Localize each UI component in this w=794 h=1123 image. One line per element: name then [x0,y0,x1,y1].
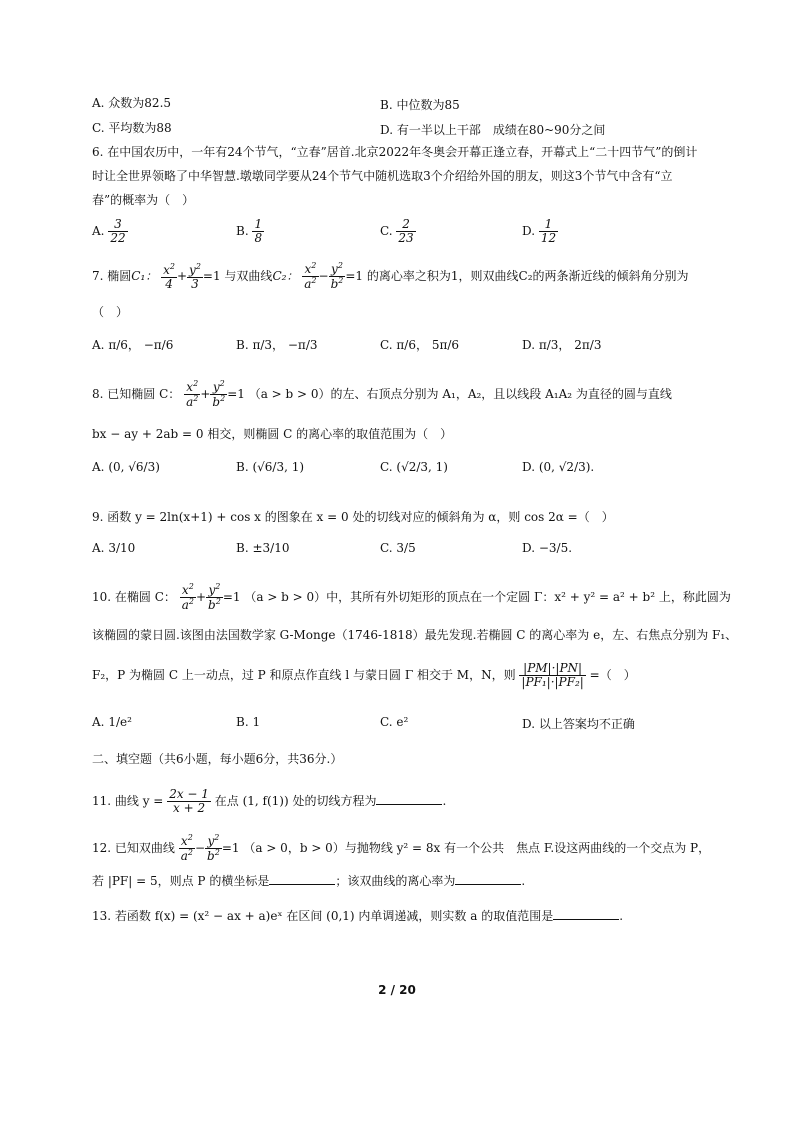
q7-option-d: D. π/3， 2π/3 [522,338,602,352]
q10-line3: F₂，P 为椭圆 C 上一动点，过 P 和原点作直线 l 与蒙日圆 Γ 相交于 M，N，则 $\frac{|PM|\cdot|PN|}{\text{|PF₁|·|PF₂|}}$ =（ ） [92,661,636,690]
q6-line3: 春”的概率为（ ） [92,193,195,207]
q7-paren: （ ） [92,305,129,319]
q7-option-b: B. π/3， −π/3 [236,338,318,352]
q7-option-a: A. π/6， −π/6 [92,338,174,352]
q8-line1: 8. 已知椭圆 C： $\frac{x^2}{a^2}$ + $\frac{y^2}{b^2}$ =1 （a > b > 0）的左、右顶点分别为 A₁，A₂，且以线段 A₁A₂ 为直径的圆与直线 [92,379,672,410]
q13-line: 13. 若函数 f(x) = (x² − ax + a)eˣ 在区间 (0,1) 内单调递减，则实数 a 的取值范围是 . [92,909,624,923]
q8-line2: bx − ay + 2ab = 0 相交，则椭圆 C 的离心率的取值范围为（ ） [92,427,453,441]
q6-option-b: B. $\frac{1}{8}$ [236,217,263,246]
q9-option-d: D. −3/5. [522,541,573,555]
q9-option-c: C. 3/5 [380,541,416,555]
q6-option-c: C. $\frac{2}{23}$ [380,217,414,246]
answer-blank[interactable] [455,874,521,885]
answer-blank[interactable] [553,909,619,920]
q5-option-b: B. 中位数为85 [380,98,460,112]
q12-line1: 12. 已知双曲线 $\frac{x^2}{a^2}$ − $\frac{y^2}{b^2}$ =1 （a > 0，b > 0）与抛物线 y² = 8x 有一个公共 焦点 F.设这两曲线的一个交点为 P， [92,833,711,864]
q6-option-d: D. $\frac{1}{12}$ [522,217,557,246]
answer-blank[interactable] [269,874,335,885]
q9-option-b: B. ±3/10 [236,541,290,555]
q10-option-c: C. e² [380,715,409,729]
q11-line: 11. 曲线 y = $\frac{2x - 1}{x + 2}$ 在点 (1, f(1)) 处的切线方程为 . [92,787,447,816]
q5-option-d: D. 有一半以上干部 成绩在80~90分之间 [380,123,606,137]
q10-option-b: B. 1 [236,715,261,729]
q10-option-a: A. 1/e² [92,715,132,729]
q6-line1: 6. 在中国农历中，一年有24个节气，“立春”居首.北京2022年冬奥会开幕正逢立春，开幕式上“二十四节气”的倒计 [92,145,698,159]
q9-option-a: A. 3/10 [92,541,136,555]
q6-option-a: A. $\frac{3}{22}$ [92,217,126,246]
q5-option-c: C. 平均数为88 [92,121,172,135]
q10-line1: 10. 在椭圆 C： $\frac{x^2}{a^2}$ + $\frac{y^2}{b^2}$ =1 （a > b > 0）中，其所有外切矩形的顶点在一个定圆 Γ：x² + y² = a² + b² 上，称此圆为 [92,582,731,613]
q10-option-d: D. 以上答案均不正确 [522,717,635,731]
q5-option-a: A. 众数为82.5 [92,96,172,110]
q7-option-c: C. π/6， 5π/6 [380,338,460,352]
q8-option-a: A. (0, √6/3) [92,460,160,474]
q9-line: 9. 函数 y = 2ln(x+1) + cos x 的图象在 x = 0 处的切线对应的倾斜角为 α，则 cos 2α =（ ） [92,510,614,524]
q6-line2: 时让全世界领略了中华智慧.墩墩同学要从24个节气中随机选取3个介绍给外国的朋友，则这3个节气中含有“立 [92,169,673,183]
q7-line1: 7. 椭圆C₁： $\frac{x^2}{4}$ + $\frac{y^2}{3}$ =1 与双曲线C₂： $\frac{x^2}{a^2}$ − $\frac{y^2}{b^2}$ =1 的离心率之积为1，则双曲线C₂的两条渐近线的倾斜角分别为 [92,261,689,292]
page-number: 2 / 20 [378,983,416,997]
q10-line2: 该椭圆的蒙日圆.该图由法国数学家 G-Monge（1746-1818）最先发现.若椭圆 C 的离心率为 e，左、右焦点分别为 F₁、 [92,628,738,642]
section-heading-fill-in: 二、填空题（共6小题，每小题6分，共36分.） [92,752,343,766]
answer-blank[interactable] [376,794,442,805]
q8-option-d: D. (0, √2/3). [522,460,595,474]
q12-line2: 若 |PF| = 5，则点 P 的横坐标是 ；该双曲线的离心率为 . [92,874,526,888]
q8-option-b: B. (√6/3, 1) [236,460,305,474]
q8-option-c: C. (√2/3, 1) [380,460,448,474]
